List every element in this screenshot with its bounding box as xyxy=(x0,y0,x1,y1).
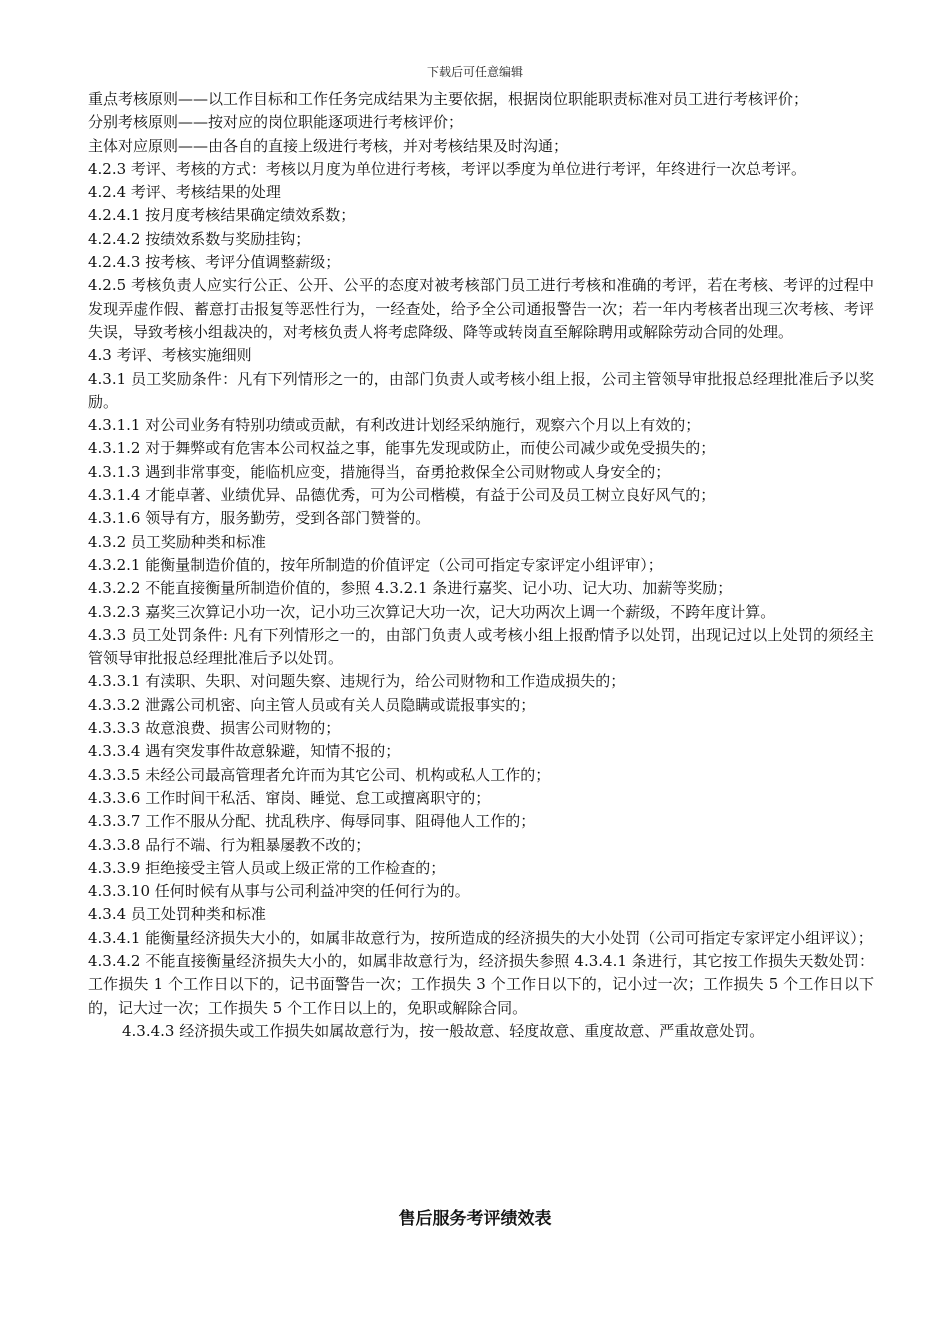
paragraph-4-3-4-1: 4.3.4.1 能衡量经济损失大小的，如属非故意行为，按所造成的经济损失的大小处罚（公司可指定专家评定小组评议）； xyxy=(88,928,873,947)
heading-4-2-4: 4.2.4 考评、考核结果的处理 xyxy=(88,183,281,202)
paragraph-4-3-3-5: 4.3.3.5 未经公司最高管理者允许而为其它公司、机构或私人工作的； xyxy=(88,765,551,784)
paragraph-4-3-1-3: 4.3.1.3 遇到非常事变，能临机应变，措施得当，奋勇抢救保全公司财物或人身安全的； xyxy=(88,462,671,481)
paragraph-principle-separate: 分别考核原则——按对应的岗位职能逐项进行考核评价； xyxy=(88,113,464,132)
heading-4-3-2: 4.3.2 员工奖励种类和标准 xyxy=(88,532,266,551)
heading-4-3: 4.3 考评、考核实施细则 xyxy=(88,346,252,365)
paragraph-4-3-3-6: 4.3.3.6 工作时间干私活、窜岗、睡觉、怠工或擅离职守的； xyxy=(88,788,491,807)
paragraph-4-3-4-3: 4.3.4.3 经济损失或工作损失如属故意行为，按一般故意、轻度故意、重度故意、严重故意处罚。 xyxy=(122,1021,765,1040)
paragraph-4-2-3: 4.2.3 考评、考核的方式：考核以月度为单位进行考核，考评以季度为单位进行考评，年终进行一次总考评。 xyxy=(88,159,806,178)
heading-4-3-4: 4.3.4 员工处罚种类和标准 xyxy=(88,905,266,924)
paragraph-4-3-1-4: 4.3.1.4 才能卓著、业绩优异、品德优秀，可为公司楷模，有益于公司及员工树立良好风气的； xyxy=(88,486,716,505)
paragraph-4-3-3-1: 4.3.3.1 有渎职、失职、对问题失察、违规行为，给公司财物和工作造成损失的； xyxy=(88,672,626,691)
paragraph-4-3-3: 4.3.3 员工处罚条件: 凡有下列情形之一的，由部门负责人或考核小组上报酌情予以处罚，出现记过以上处罚的须经主管领导审批报总经理批准后予以处罚。 xyxy=(88,625,874,668)
page-header: 下载后可任意编辑 xyxy=(426,65,523,79)
paragraph-4-3-2-1: 4.3.2.1 能衡量制造价值的，按年所制造的价值评定（公司可指定专家评定小组评审）； xyxy=(88,555,663,574)
paragraph-4-3-3-2: 4.3.3.2 泄露公司机密、向主管人员或有关人员隐瞒或谎报事实的； xyxy=(88,695,536,714)
paragraph-principle-key: 重点考核原则——以工作目标和工作任务完成结果为主要依据，根据岗位职能职责标准对员工进行考核评价； xyxy=(88,90,809,108)
paragraph-4-3-1-2: 4.3.1.2 对于舞弊或有危害本公司权益之事，能事先发现或防止，而使公司减少或免受损失的； xyxy=(88,439,716,458)
document-body xyxy=(88,88,874,1043)
paragraph-4-3-1-6: 4.3.1.6 领导有方，服务勤劳，受到各部门赞誉的。 xyxy=(88,509,431,528)
paragraph-4-2-4-2: 4.2.4.2 按绩效系数与奖励挂钩； xyxy=(88,229,311,248)
paragraph-4-3-4-2: 4.3.4.2 不能直接衡量经济损失大小的，如属非故意行为，经济损失参照 4.3.4.1 条进行，其它按工作损失天数处罚：工作损失 1 个工作日以下的，记书面警告一次；工作损失 3 个工作日以下的，记小过一次；工作损失 5 个工作日以下的，记大过一次；工作损失 5 个工作日以上的，免职或解除合同。 xyxy=(88,951,874,1017)
paragraph-4-3-2-2: 4.3.2.2 不能直接衡量所制造价值的，参照 4.3.2.1 条进行嘉奖、记小功、记大功、加薪等奖励； xyxy=(88,579,733,598)
paragraph-4-3-3-10: 4.3.3.10 任何时候有从事与公司利益冲突的任何行为的。 xyxy=(88,882,470,901)
table-title: 售后服务考评绩效表 xyxy=(398,1209,552,1229)
paragraph-4-3-3-3: 4.3.3.3 故意浪费、损害公司财物的； xyxy=(88,719,341,738)
paragraph-4-3-2-3: 4.3.2.3 嘉奖三次算记小功一次，记小功三次算记大功一次，记大功两次上调一个薪级，不跨年度计算。 xyxy=(88,602,776,621)
paragraph-4-2-4-1: 4.2.4.1 按月度考核结果确定绩效系数； xyxy=(88,206,356,225)
paragraph-4-2-4-3: 4.2.4.3 按考核、考评分值调整薪级； xyxy=(88,253,341,272)
paragraph-4-3-3-7: 4.3.3.7 工作不服从分配、扰乱秩序、侮辱同事、阻碍他人工作的； xyxy=(88,812,536,831)
paragraph-principle-subject: 主体对应原则——由各自的直接上级进行考核，并对考核结果及时沟通； xyxy=(88,136,569,155)
paragraph-4-3-3-4: 4.3.3.4 遇有突发事件故意躲避，知情不报的； xyxy=(88,742,401,761)
paragraph-4-2-5: 4.2.5 考核负责人应实行公正、公开、公平的态度对被考核部门员工进行考核和准确的考评，若在考核、考评的过程中发现弄虚作假、蓄意打击报复等恶性行为，一经查处，给予全公司通报警告一次；若一年内考核者出现三次考核、考评失误，导致考核小组裁决的，对考核负责人将考虑降级、降等或转岗直至解除聘用或解除劳动合同的处理。 xyxy=(88,276,874,341)
paragraph-4-3-3-9: 4.3.3.9 拒绝接受主管人员或上级正常的工作检查的； xyxy=(88,858,446,877)
paragraph-4-3-1: 4.3.1 员工奖励条件：凡有下列情形之一的，由部门负责人或考核小组上报，公司主管领导审批报总经理批准后予以奖励。 xyxy=(88,369,874,411)
paragraph-4-3-1-1: 4.3.1.1 对公司业务有特别功绩或贡献，有利改进计划经采纳施行，观察六个月以上有效的； xyxy=(88,416,701,435)
paragraph-4-3-3-8: 4.3.3.8 品行不端、行为粗暴屡教不改的； xyxy=(88,835,371,854)
